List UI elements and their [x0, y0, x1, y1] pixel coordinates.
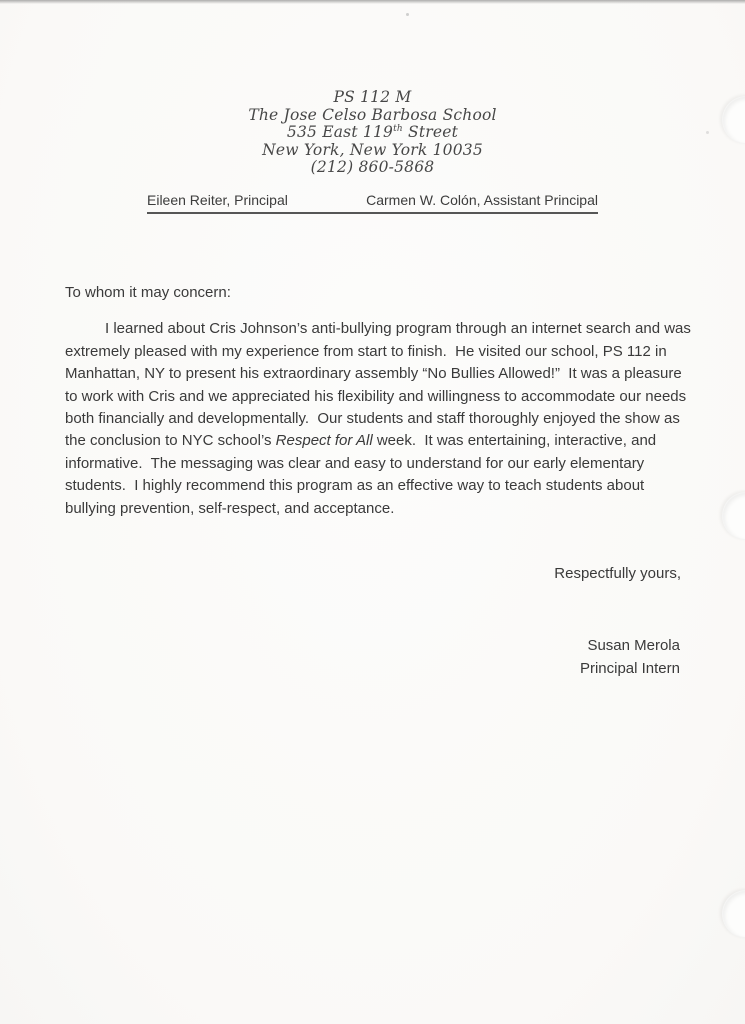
principal-name: Eileen Reiter, Principal [147, 191, 288, 208]
signature-block [65, 634, 745, 680]
paragraph-line: both financially and developmentally. Our students and staff thoroughly enjoyed the show as [65, 410, 680, 427]
letterhead-school-code: PS 112 M [333, 88, 412, 106]
paragraph-line: bullying prevention, self-respect, and acceptance. [65, 499, 395, 517]
letterhead-address [0, 124, 745, 142]
address-ordinal-superscript: th [393, 124, 403, 135]
assistant-principal-name: Carmen W. Colón, Assistant Principal [366, 191, 598, 208]
letterhead-school-name: The Jose Celso Barbosa School [248, 105, 497, 124]
scan-artifact-dot [706, 131, 709, 134]
address-suffix: Street [402, 123, 459, 142]
valediction: Respectfully yours, [554, 565, 681, 583]
administration-row [147, 191, 598, 214]
paragraph-line: the conclusion to NYC school’s Respect for All week. It was entertaining, interactive, and [65, 432, 657, 450]
letter-body [65, 282, 745, 680]
signature-title: Principal Intern [579, 660, 680, 678]
paragraph-line: to work with Cris and we appreciated his flexibility and willingness to accommodate our needs [65, 387, 687, 405]
paragraph-line: Manhattan, NY to present his extraordinary assembly “No Bullies Allowed!” It was a pleasure [65, 365, 682, 383]
letterhead-phone: (212) 860-5868 [310, 158, 435, 177]
paragraph-line: I learned about Cris Johnson’s anti-bullying program through an internet search and was [105, 320, 691, 338]
letter-paragraph [65, 318, 745, 520]
paragraph-line: students. I highly recommend this program as an effective way to teach students about [65, 477, 645, 495]
paragraph-line: extremely pleased with my experience from start to finish. He visited our school, PS 112 in [65, 342, 667, 360]
letterhead [0, 0, 745, 177]
punch-hole-shadow-bottom [722, 890, 745, 938]
signature-name: Susan Merola [587, 637, 680, 655]
scan-artifact-dot [406, 13, 409, 16]
address-prefix: 535 East 119 [286, 123, 394, 142]
paragraph-line: informative. The messaging was clear and easy to understand for our early elementary [65, 454, 645, 472]
letterhead-city-line: New York, New York 10035 [262, 140, 483, 159]
salutation: To whom it may concern: [65, 283, 231, 301]
